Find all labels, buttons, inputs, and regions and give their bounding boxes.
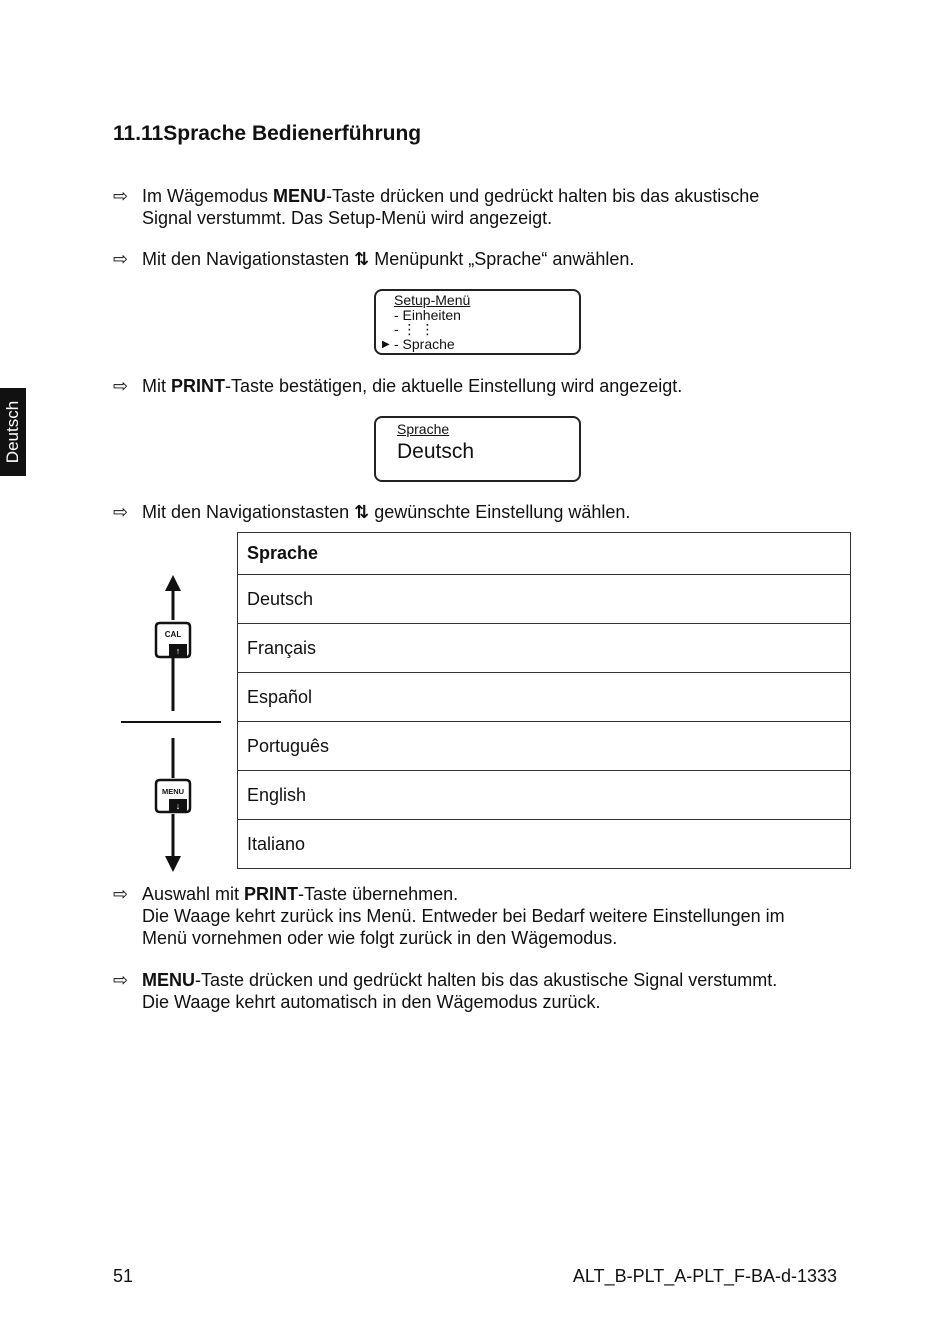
language-side-tab — [0, 388, 26, 476]
menu-key-name: MENU — [273, 186, 327, 206]
table-row — [238, 771, 851, 820]
menu-key-icon — [156, 780, 190, 812]
menu-key-name: MENU — [142, 970, 195, 990]
table-row — [238, 722, 851, 771]
bullet-arrow-icon: ⇨ — [113, 970, 129, 990]
navigation-arrows-icon: ⇅ — [354, 249, 370, 269]
display-line-ellipsis: - ⋮ ⋮ — [394, 321, 435, 337]
setup-menu-display — [374, 289, 581, 355]
section-title: 11.11Sprache Bedienerführung — [113, 122, 422, 145]
document-id: ALT_B-PLT_A-PLT_F-BA-d-1333 — [572, 1266, 837, 1286]
bullet-arrow-icon: ⇨ — [113, 884, 129, 904]
language-option: Español — [238, 673, 851, 722]
language-display — [374, 416, 581, 482]
bullet-arrow-icon: ⇨ — [113, 186, 129, 206]
bullet-arrow-icon: ⇨ — [113, 502, 129, 522]
display-line-language: - Sprache — [394, 335, 455, 352]
svg-text:MENU: MENU — [161, 787, 185, 796]
table-row — [238, 575, 851, 624]
table-row — [238, 624, 851, 673]
table-header: Sprache — [238, 533, 851, 575]
navigation-arrows-icon: ⇅ — [354, 502, 370, 522]
svg-text:↓: ↓ — [175, 801, 181, 811]
page-number: 51 — [113, 1266, 134, 1286]
cal-key-icon — [156, 623, 190, 657]
language-option: Deutsch — [238, 575, 851, 624]
svg-text:↑: ↑ — [175, 646, 181, 656]
navigation-keys-diagram — [116, 570, 226, 876]
pointer-icon: ▶ — [382, 339, 390, 350]
display-label: Sprache — [397, 421, 450, 437]
up-arrow-icon — [165, 575, 181, 591]
table-header-row — [238, 533, 851, 575]
down-arrow-icon — [165, 856, 181, 872]
language-option: Português — [238, 722, 851, 771]
language-options-table — [237, 532, 851, 869]
display-line-units: - Einheiten — [394, 306, 461, 323]
side-tab-label: Deutsch — [3, 400, 22, 464]
language-option: Italiano — [238, 820, 851, 869]
svg-text:CAL: CAL — [164, 630, 182, 639]
bullet-arrow-icon: ⇨ — [113, 249, 129, 269]
display-title: Setup-Menü — [394, 292, 471, 308]
bullet-arrow-icon: ⇨ — [113, 376, 129, 396]
display-value: Deutsch — [397, 440, 475, 463]
language-option: Français — [238, 624, 851, 673]
print-key-name: PRINT — [244, 884, 299, 904]
table-row — [238, 820, 851, 869]
table-row — [238, 673, 851, 722]
language-option: English — [238, 771, 851, 820]
print-key-name: PRINT — [171, 376, 225, 396]
